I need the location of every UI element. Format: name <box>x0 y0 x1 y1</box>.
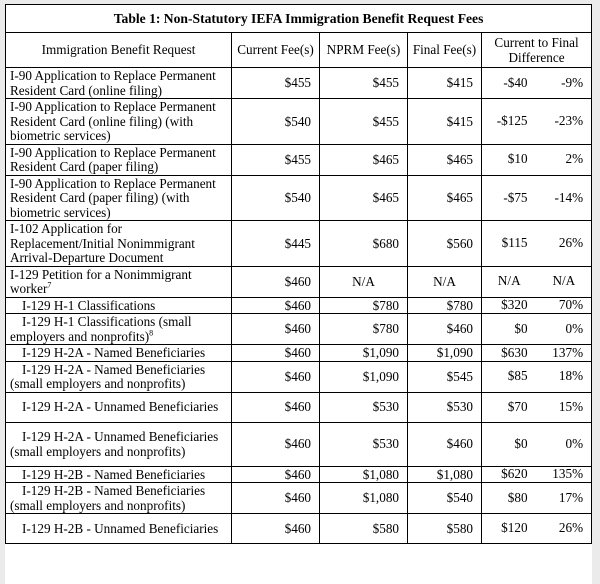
table-row <box>6 175 592 221</box>
difference-percent: N/A <box>552 273 576 289</box>
cell-request: I-129 H-2A - Named Beneficiaries (small employers and nonprofits) <box>6 361 232 392</box>
difference-amount: $70 <box>507 398 528 414</box>
table-row <box>6 68 592 99</box>
difference-percent: 2% <box>565 151 584 167</box>
table-row <box>6 221 592 267</box>
cell-nprm: $530 <box>320 422 408 466</box>
cell-difference <box>482 175 592 221</box>
cell-current: $460 <box>232 422 320 466</box>
cell-final: $415 <box>408 99 482 145</box>
cell-final: $560 <box>408 221 482 267</box>
table-row <box>6 314 592 345</box>
difference-amount: $80 <box>507 489 528 505</box>
cell-final: $545 <box>408 361 482 392</box>
cell-request: I-90 Application to Replace Permanent Resident Card (paper filing) (with biometric services) <box>6 175 232 221</box>
difference-percent: -9% <box>561 74 584 90</box>
cell-difference <box>482 99 592 145</box>
cell-current: $460 <box>232 266 320 297</box>
cell-current: $460 <box>232 392 320 422</box>
table-row <box>6 99 592 145</box>
cell-nprm: $680 <box>320 221 408 267</box>
difference-percent: 26% <box>558 520 584 536</box>
table-row <box>6 266 592 297</box>
cell-final: $465 <box>408 144 482 175</box>
difference-percent: 26% <box>558 235 584 250</box>
cell-current: $540 <box>232 175 320 221</box>
cell-difference <box>482 345 592 362</box>
cell-current: $445 <box>232 221 320 267</box>
cell-final: $460 <box>408 422 482 466</box>
difference-percent: -14% <box>554 189 584 205</box>
cell-request: I-129 H-1 Classifications <box>6 297 232 314</box>
difference-amount: $115 <box>501 235 528 250</box>
difference-percent: 137% <box>552 344 584 360</box>
cell-nprm: N/A <box>320 266 408 297</box>
document-page <box>5 4 592 584</box>
difference-amount: $0 <box>514 320 528 336</box>
difference-amount: N/A <box>497 273 521 289</box>
cell-nprm: $1,090 <box>320 345 408 362</box>
cell-difference <box>482 266 592 297</box>
table-row <box>6 361 592 392</box>
cell-current: $460 <box>232 297 320 314</box>
cell-request: I-129 H-2A - Unnamed Beneficiaries <box>6 392 232 422</box>
cell-current: $460 <box>232 361 320 392</box>
cell-current: $455 <box>232 68 320 99</box>
header-final: Final Fee(s) <box>408 33 482 68</box>
cell-current: $455 <box>232 144 320 175</box>
header-difference: Current to Final Difference <box>482 33 592 68</box>
cell-final: $415 <box>408 68 482 99</box>
cell-final: $460 <box>408 314 482 345</box>
cell-final: $1,080 <box>408 466 482 483</box>
cell-difference <box>482 466 592 483</box>
table-header-row <box>6 33 592 68</box>
footnote-ref: 7 <box>47 280 52 290</box>
cell-final: $780 <box>408 297 482 314</box>
header-request: Immigration Benefit Request <box>6 33 232 68</box>
cell-difference <box>482 68 592 99</box>
cell-current: $460 <box>232 345 320 362</box>
difference-percent: 17% <box>558 489 584 505</box>
table-row <box>6 144 592 175</box>
cell-nprm: $780 <box>320 314 408 345</box>
cell-difference <box>482 392 592 422</box>
cell-final: $540 <box>408 483 482 514</box>
cell-final: $1,090 <box>408 345 482 362</box>
footnote-ref: 8 <box>149 328 154 338</box>
cell-current: $460 <box>232 314 320 345</box>
cell-current: $460 <box>232 514 320 544</box>
table-row <box>6 466 592 483</box>
cell-nprm: $1,080 <box>320 483 408 514</box>
cell-nprm: $455 <box>320 68 408 99</box>
cell-request: I-129 H-2B - Named Beneficiaries <box>6 466 232 483</box>
cell-difference <box>482 422 592 466</box>
difference-amount: $0 <box>514 435 528 451</box>
difference-amount: $10 <box>507 151 528 167</box>
cell-request: I-129 H-2A - Named Beneficiaries <box>6 345 232 362</box>
cell-nprm: $780 <box>320 297 408 314</box>
difference-amount: -$125 <box>496 113 528 128</box>
cell-request: I-90 Application to Replace Permanent Resident Card (online filing) <box>6 68 232 99</box>
cell-nprm: $465 <box>320 144 408 175</box>
cell-final: $465 <box>408 175 482 221</box>
cell-nprm: $1,080 <box>320 466 408 483</box>
table-row <box>6 514 592 544</box>
cell-request: I-102 Application for Replacement/Initial Nonimmigrant Arrival-Departure Document <box>6 221 232 267</box>
cell-request: I-129 Petition for a Nonimmigrant worker$^7$ <box>6 266 232 297</box>
cell-difference <box>482 514 592 544</box>
cell-nprm: $1,090 <box>320 361 408 392</box>
cell-request: I-129 H-2B - Unnamed Beneficiaries <box>6 514 232 544</box>
difference-amount: $85 <box>507 368 528 384</box>
cell-current: $460 <box>232 483 320 514</box>
difference-percent: 15% <box>558 398 584 414</box>
cell-final: $530 <box>408 392 482 422</box>
difference-percent: 135% <box>552 466 584 481</box>
difference-amount: $120 <box>501 520 528 536</box>
difference-percent: -23% <box>554 113 584 128</box>
cell-request: I-90 Application to Replace Permanent Resident Card (paper filing) <box>6 144 232 175</box>
difference-percent: 0% <box>565 435 584 451</box>
cell-difference <box>482 361 592 392</box>
table-row <box>6 422 592 466</box>
difference-amount: $620 <box>501 466 528 481</box>
cell-final: $580 <box>408 514 482 544</box>
cell-request: I-129 H-2A - Unnamed Beneficiaries (small employers and nonprofits) <box>6 422 232 466</box>
header-nprm: NPRM Fee(s) <box>320 33 408 68</box>
difference-percent: 0% <box>565 320 584 336</box>
table-title-row <box>6 5 592 33</box>
cell-current: $540 <box>232 99 320 145</box>
difference-percent: 70% <box>558 297 584 312</box>
cell-nprm: $530 <box>320 392 408 422</box>
cell-request: I-90 Application to Replace Permanent Resident Card (online filing) (with biometric services) <box>6 99 232 145</box>
header-current: Current Fee(s) <box>232 33 320 68</box>
difference-percent: 18% <box>558 368 584 384</box>
cell-final: N/A <box>408 266 482 297</box>
cell-difference <box>482 297 592 314</box>
table-row <box>6 297 592 314</box>
table-row <box>6 345 592 362</box>
cell-difference <box>482 483 592 514</box>
table-title: Table 1: Non-Statutory IEFA Immigration Benefit Request Fees <box>6 5 592 33</box>
table-row <box>6 392 592 422</box>
difference-amount: $320 <box>501 297 528 312</box>
cell-nprm: $465 <box>320 175 408 221</box>
table-row <box>6 483 592 514</box>
difference-amount: -$40 <box>503 74 528 90</box>
cell-nprm: $580 <box>320 514 408 544</box>
cell-request: I-129 H-2B - Named Beneficiaries (small employers and nonprofits) <box>6 483 232 514</box>
cell-nprm: $455 <box>320 99 408 145</box>
cell-difference <box>482 314 592 345</box>
cell-request: I-129 H-1 Classifications (small employers and nonprofits)$^8$ <box>6 314 232 345</box>
fee-table <box>5 4 592 544</box>
cell-current: $460 <box>232 466 320 483</box>
difference-amount: $630 <box>501 344 528 360</box>
cell-difference <box>482 221 592 267</box>
cell-difference <box>482 144 592 175</box>
difference-amount: -$75 <box>503 189 528 205</box>
